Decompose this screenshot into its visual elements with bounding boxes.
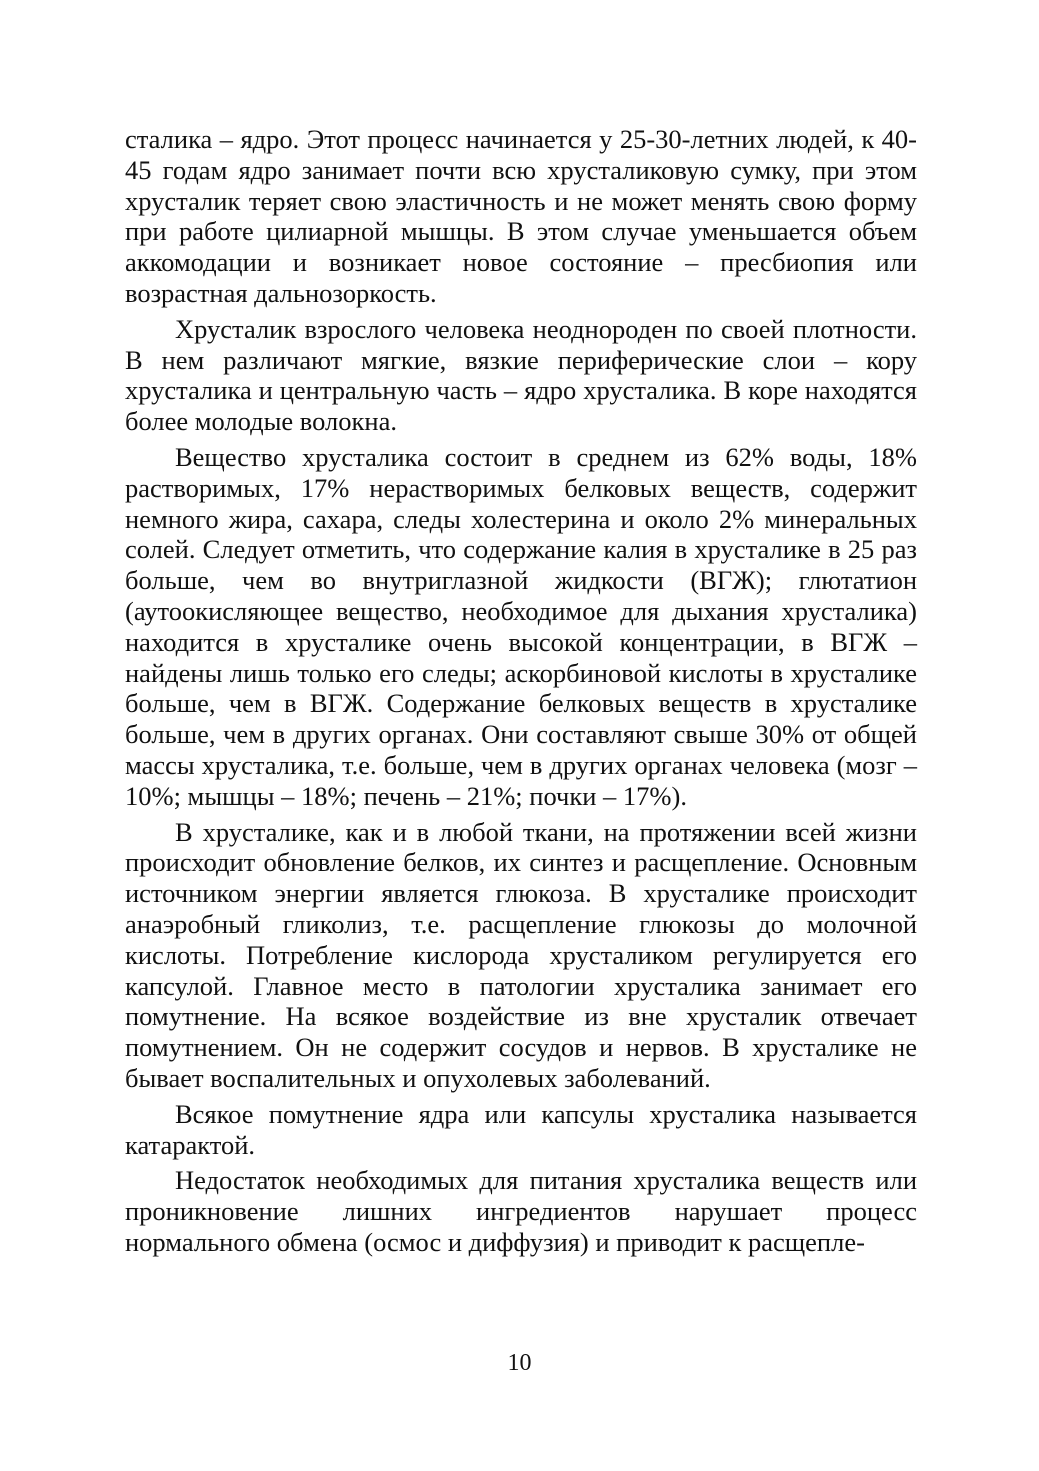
paragraph-continuation: сталика – ядро. Этот процесс начинается у 25-30-летних людей, к 40-45 годам ядро занимает почти всю хрусталиковую сумку, при этом хрусталик теряет свою эластичность и не может менять свою форму при работе цилиарной мышцы. В этом случае уменьшается объем аккомодации и возникает новое состояние – пресбиопия или возрастная дальнозоркость. (125, 124, 917, 308)
paragraph-lens-metabolism: В хрусталике, как и в любой ткани, на протяжении всей жизни происходит обновление белков, их синтез и расщепление. Основным источником энергии является глюкоза. В хрусталике происходит анаэробный гликолиз, т.е. расщепление глюкозы до молочной кислоты. Потребление кислорода хрусталиком регулируется его капсулой. Главное место в патологии хрусталика занимает его помутнение. На всякое воздействие из вне хрусталик отвечает помутнением. Он не содержит сосудов и нервов. В хрусталике не бывает воспалительных и опухолевых заболеваний. (125, 816, 917, 1093)
paragraph-cataract-definition: Всякое помутнение ядра или капсулы хрусталика называется катарактой. (125, 1098, 917, 1160)
paragraph-nutrient-deficiency: Недостаток необходимых для питания хрусталика веществ или проникновение лишних ингредиентов нарушает процесс нормального обмена (осмос и диффузия) и приводит к расщепле- (125, 1165, 917, 1257)
paragraph-lens-composition: Вещество хрусталика состоит в среднем из 62% воды, 18% растворимых, 17% нерастворимых белковых веществ, содержит немного жира, сахара, следы холестерина и около 2% минеральных солей. Следует отметить, что содержание калия в хрусталике в 25 раз больше, чем во внутриглазной жидкости (ВГЖ); глютатион (аутоокисляющее вещество, необходимое для дыхания хрусталика) находится в хрусталике очень высокой концентрации, в ВГЖ – найдены лишь только его следы; аскорбиновой кислоты в хрусталике больше, чем в ВГЖ. Содержание белковых веществ в хрусталике больше, чем в других органах. Они составляют свыше 30% от общей массы хрусталика, т.е. больше, чем в других органах человека (мозг – 10%; мышцы – 18%; печень – 21%; почки – 17%). (125, 441, 917, 811)
paragraph-lens-density: Хрусталик взрослого человека неоднороден по своей плотности. В нем различают мягкие, вязкие периферические слои – кору хрусталика и центральную часть – ядро хрусталика. В коре находятся более молодые волокна. (125, 313, 917, 437)
page-number: 10 (507, 1350, 532, 1376)
page-body (125, 124, 917, 1258)
